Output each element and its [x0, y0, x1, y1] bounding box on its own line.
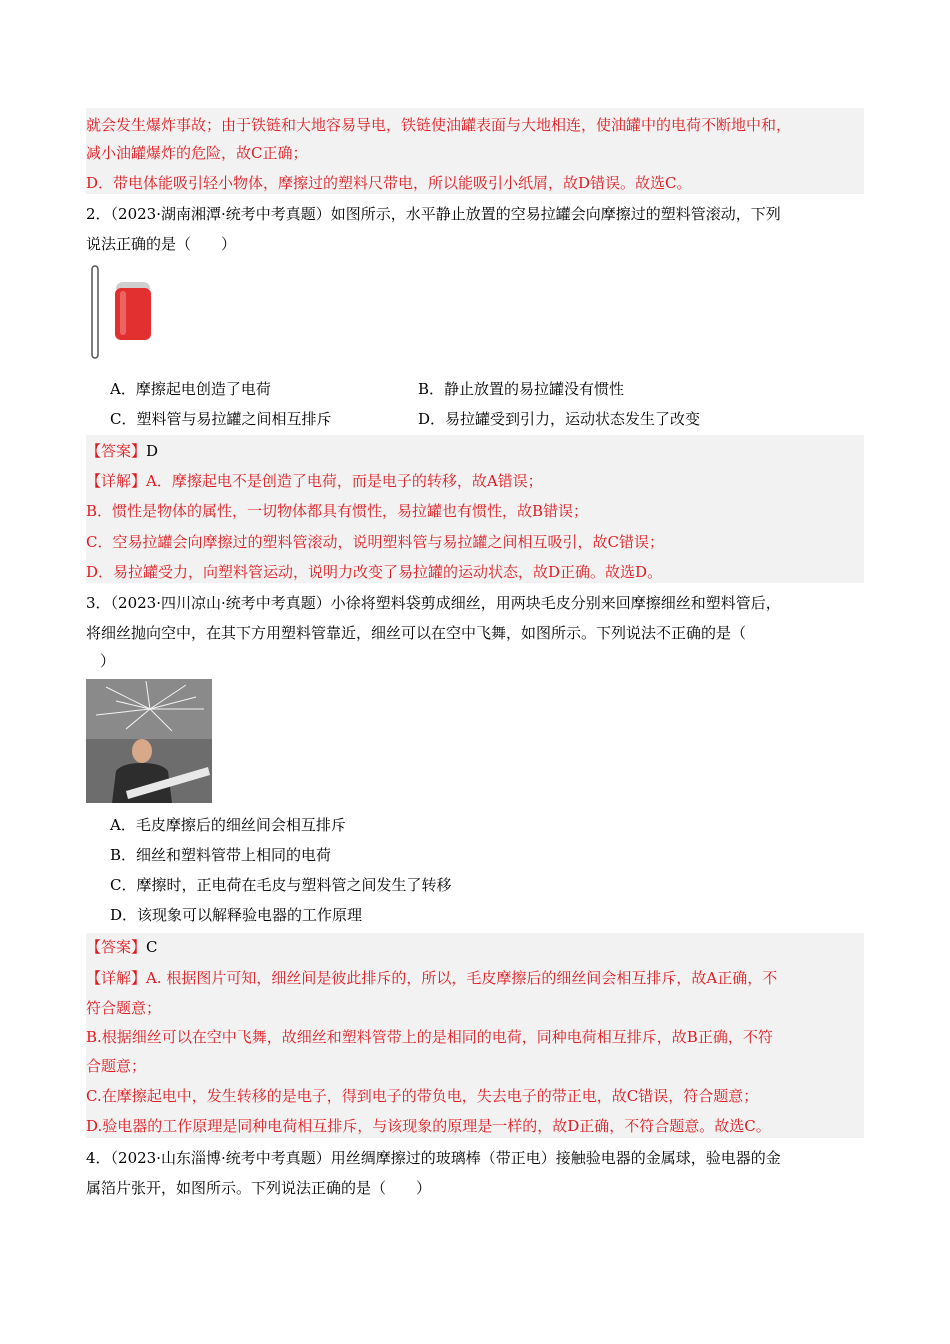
q3-detail-line: D.验电器的工作原理是同种电荷相互排斥，与该现象的原理是一样的，故D正确，不符合题意。故选C。: [86, 1117, 771, 1135]
q3-option-a: A．毛皮摩擦后的细丝间会相互排斥: [110, 816, 346, 834]
q1-detail-line: 就会发生爆炸事故；由于铁链和大地容易导电，铁链使油罐表面与大地相连，使油罐中的电荷不断地中和，: [86, 116, 792, 134]
q2-detail-line: [86, 466, 543, 496]
answer-value: D: [146, 442, 159, 460]
detail-text: A．摩擦起电不是创造了电荷，而是电子的转移，故A错误；: [146, 472, 543, 490]
q3-option-c: C．摩擦时，正电荷在毛皮与塑料管之间发生了转移: [110, 876, 452, 894]
q2-stem: 2．（2023·湖南湘潭·统考中考真题）如图所示，水平静止放置的空易拉罐会向摩擦过的塑料管滚动，下列: [86, 205, 781, 223]
q1-detail-line: 减小油罐爆炸的危险，故C正确；: [86, 144, 308, 162]
q3-detail-line: C.在摩擦起电中，发生转移的是电子，得到电子的带负电，失去电子的带正电，故C错误，符合题意；: [86, 1087, 759, 1105]
q3-figure-photo: [86, 679, 212, 803]
q4-stem: 属箔片张开，如图所示。下列说法正确的是（ ）: [86, 1179, 432, 1197]
person-head: [132, 739, 152, 763]
answer-tag: 【答案】: [86, 442, 147, 460]
answer-tag: 【答案】: [86, 938, 147, 956]
q2-option-d: D．易拉罐受到引力，运动状态发生了改变: [418, 410, 701, 428]
q2-stem: 说法正确的是（ ）: [86, 235, 237, 253]
q1-detail-line: D．带电体能吸引轻小物体，摩擦过的塑料尺带电，所以能吸引小纸屑，故D错误。故选C。: [86, 174, 692, 192]
can-highlight: [120, 291, 126, 335]
q2-answer: [86, 436, 158, 466]
q2-figure-can-and-tube: [88, 263, 158, 361]
detail-tag: 【详解】: [86, 969, 147, 987]
detail-text: A. 根据图片可知，细丝间是彼此排斥的，所以，毛皮摩擦后的细丝间会相互排斥，故A正确，不: [146, 969, 778, 987]
q2-option-b: B．静止放置的易拉罐没有惯性: [418, 380, 625, 398]
q3-stem: 将细丝抛向空中，在其下方用塑料管靠近，细丝可以在空中飞舞，如图所示。下列说法不正确的是（: [86, 624, 747, 642]
q3-stem: ）: [100, 652, 116, 670]
q2-detail-line: C．空易拉罐会向摩擦过的塑料管滚动，说明塑料管与易拉罐之间相互吸引，故C错误；: [86, 533, 664, 551]
q3-option-b: B．细丝和塑料管带上相同的电荷: [110, 846, 332, 864]
q3-detail-line: 符合题意；: [86, 999, 162, 1017]
q2-detail-line: B．惯性是物体的属性，一切物体都具有惯性，易拉罐也有惯性，故B错误；: [86, 502, 589, 520]
detail-tag: 【详解】: [86, 472, 147, 490]
plastic-tube: [92, 266, 98, 358]
q3-detail-line: [86, 963, 777, 993]
q4-stem: 4．（2023·山东淄博·统考中考真题）用丝绸摩擦过的玻璃棒（带正电）接触验电器的金属球，验电器的金: [86, 1149, 781, 1167]
q3-option-d: D．该现象可以解释验电器的工作原理: [110, 906, 363, 924]
can-top: [116, 282, 150, 289]
q3-stem: 3．（2023·四川凉山·统考中考真题）小徐将塑料袋剪成细丝，用两块毛皮分别来回摩擦细丝和塑料管后，: [86, 594, 781, 612]
q3-answer: [86, 932, 158, 962]
q2-option-a: A．摩擦起电创造了电荷: [110, 380, 271, 398]
q3-detail-line: 合题意；: [86, 1057, 147, 1075]
q2-option-c: C．塑料管与易拉罐之间相互排斥: [110, 410, 332, 428]
q2-detail-line: D．易拉罐受力，向塑料管运动，说明力改变了易拉罐的运动状态，故D正确。故选D。: [86, 563, 663, 581]
q3-detail-line: B.根据细丝可以在空中飞舞，故细丝和塑料管带上的是相同的电荷，同种电荷相互排斥，故B正确，不符: [86, 1028, 773, 1046]
answer-value: C: [146, 938, 158, 956]
